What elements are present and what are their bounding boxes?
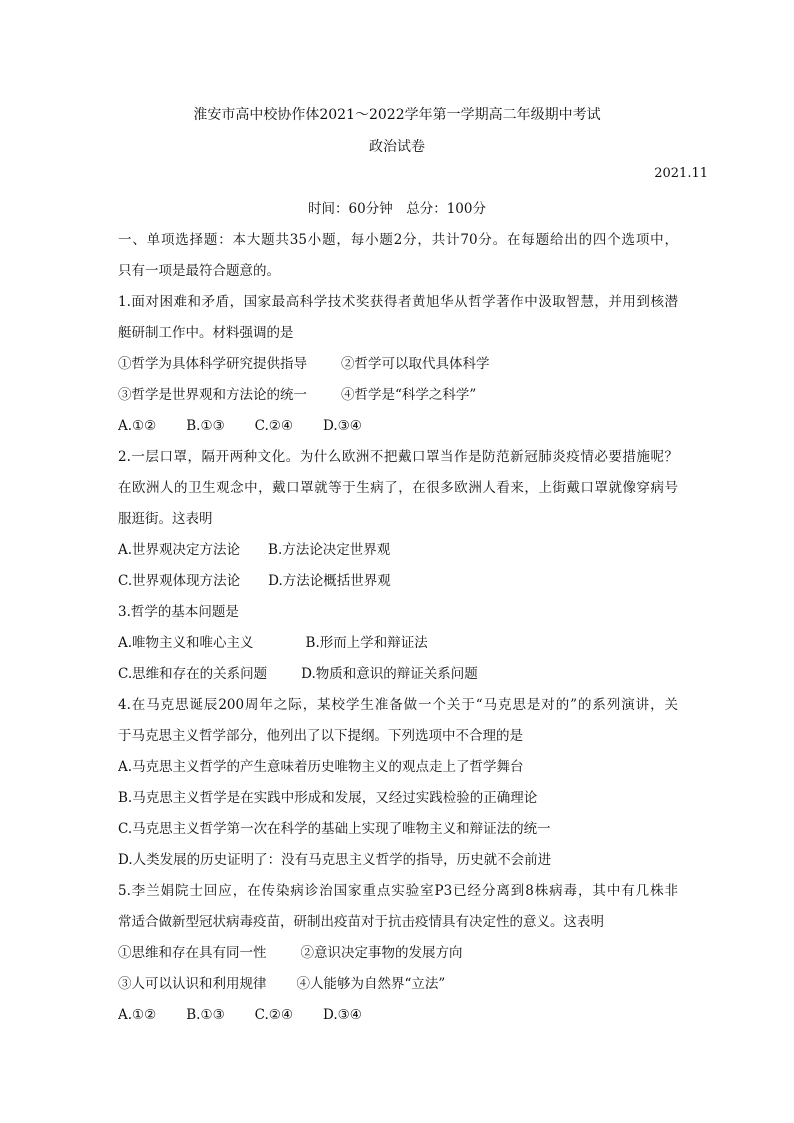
- option-a: A.①②: [118, 418, 157, 434]
- option-a: A.世界观决定方法论: [118, 542, 241, 558]
- question-1-statements-a: [118, 349, 678, 380]
- option-b: B.方法论决定世界观: [268, 542, 391, 558]
- question-4-stem: 4.在马克思诞辰200周年之际，某校学生准备做一个关于“马克思是对的”的系列演讲，关: [118, 697, 678, 713]
- question-5-statements-b: [118, 969, 678, 1000]
- statement: ②哲学可以取代具体科学: [341, 356, 490, 372]
- statement: ④哲学是“科学之科学”: [341, 387, 477, 403]
- question-5-statements-a: [118, 938, 678, 969]
- option-c: C.②④: [254, 1007, 294, 1023]
- statement: ③人可以认识和利用规律: [118, 976, 267, 992]
- question-2-stem-cont: 在欧洲人的卫生观念中，戴口罩就等于生病了，在很多欧洲人看来，上街戴口罩就像穿病号: [118, 480, 678, 496]
- question-4-option-b: B.马克思主义哲学是在实践中形成和发展，又经过实践检验的正确理论: [118, 790, 538, 806]
- question-1-options: [118, 411, 678, 442]
- question-4-option-c: C.马克思主义哲学第一次在科学的基础上实现了唯物主义和辩证法的统一: [118, 821, 551, 837]
- option-d: D.物质和意识的辩证关系问题: [301, 666, 478, 682]
- question-3-options-ab: [118, 628, 678, 659]
- option-d: D.方法论概括世界观: [268, 573, 391, 589]
- option-c: C.②④: [254, 418, 294, 434]
- question-4-option-a: A.马克思主义哲学的产生意味着历史唯物主义的观点走上了哲学舞台: [118, 759, 524, 775]
- exam-subject: 政治试卷: [369, 139, 425, 155]
- section-heading: 一、单项选择题：本大题共35小题，每小题2分，共计70分。在每题给出的四个选项中，: [118, 232, 678, 248]
- option-b: B.①③: [186, 1007, 225, 1023]
- question-1-stem: 1.面对困难和矛盾，国家最高科学技术奖获得者黄旭华从哲学著作中汲取智慧，并用到核潜: [118, 294, 678, 310]
- option-b: B.形而上学和辩证法: [305, 635, 428, 651]
- question-5-stem: 5.李兰娟院士回应，在传染病诊治国家重点实验室P3已经分离到8株病毒，其中有几株非: [118, 883, 678, 899]
- question-2-stem-end: 服逛街。这表明: [118, 511, 213, 527]
- question-2-stem: 2.一层口罩，隔开两种文化。为什么欧洲不把戴口罩当作是防范新冠肺炎疫情必要措施呢？: [118, 449, 678, 465]
- statement: ①哲学为具体科学研究提供指导: [118, 356, 307, 372]
- option-d: D.③④: [323, 1007, 362, 1023]
- question-3-options-cd: [118, 659, 678, 690]
- question-1-stem-cont: 艇研制工作中。材料强调的是: [118, 325, 294, 341]
- exam-title: 淮安市高中校协作体2021～2022学年第一学期高二年级期中考试: [193, 107, 601, 123]
- statement: ②意识决定事物的发展方向: [300, 945, 463, 961]
- question-2-options-cd: [118, 566, 678, 597]
- exam-date: 2021.11: [654, 166, 708, 181]
- section-heading-cont: 只有一项是最符合题意的。: [118, 263, 280, 279]
- question-5-options: [118, 1000, 678, 1031]
- question-3-stem: 3.哲学的基本问题是: [118, 604, 239, 620]
- question-4-stem-cont: 于马克思主义哲学部分，他列出了以下提纲。下列选项中不合理的是: [118, 728, 523, 744]
- option-c: C.世界观体现方法论: [118, 573, 241, 589]
- statement: ①思维和存在具有同一性: [118, 945, 267, 961]
- time-info: 时间：60分钟 总分：100分: [308, 201, 486, 217]
- option-b: B.①③: [186, 418, 225, 434]
- statement: ④人能够为自然界“立法”: [296, 976, 446, 992]
- statement: ③哲学是世界观和方法论的统一: [118, 387, 307, 403]
- question-1-statements-b: [118, 380, 678, 411]
- question-5-stem-cont: 常适合做新型冠状病毒疫苗，研制出疫苗对于抗击疫情具有决定性的意义。这表明: [118, 914, 604, 930]
- question-2-options-ab: [118, 535, 678, 566]
- exam-content: [118, 225, 678, 1031]
- question-4-option-d: D.人类发展的历史证明了：没有马克思主义哲学的指导，历史就不会前进: [118, 852, 552, 868]
- option-c: C.思维和存在的关系问题: [118, 666, 268, 682]
- option-a: A.唯物主义和唯心主义: [118, 635, 254, 651]
- option-d: D.③④: [323, 418, 362, 434]
- option-a: A.①②: [118, 1007, 157, 1023]
